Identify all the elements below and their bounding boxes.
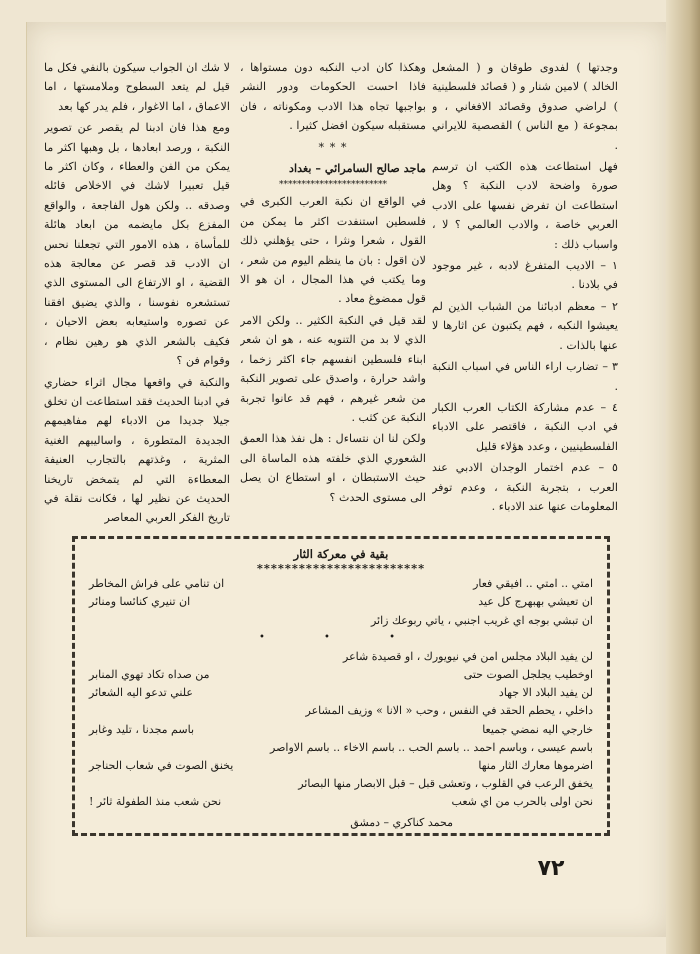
verse-first-half: ان تبشي بوجه اي غريب اجنبي ، ياتي ربوعك زائر: [370, 613, 593, 627]
verse: [89, 775, 593, 793]
paragraph: ومع هذا فان ادبنا لم يقصر عن تصوير النكبة ، ورصد ابعادها ، بل وهبها اكثر ما يمكن من الفن والعطاء ، وكان اكثر ما قيل تعبيرا لاشك في الاخلاص قائله وصدقه .. ولكن هول الفاجعة ، والواقع المفزع بكل مايضمه من ابعاد هائلة للمأساة ، هذه الامور التي تجعلنا نحس ان الادب قد قصر عن معالجة هذه القضية ، او الارتفاع الى المستوى الذي تستشعره نفوسنا ، والذي يضيق افقنا عن تصوره واستيعابه بعض الاحيان ، فكيف بالشعر الذي هو رهين نظام ، وقوام فن ؟: [44, 121, 230, 368]
column-right: [432, 58, 618, 528]
verse: [89, 575, 593, 593]
verse: [89, 739, 593, 757]
verse: [89, 612, 593, 630]
verse-second-half: نحن شعب منذ الطفولة ثائر !: [89, 795, 222, 809]
paragraph: ٣ – تضارب اراء الناس في اسباب النكبة .: [432, 360, 618, 393]
verse-first-half: اضرموها معارك الثار منها: [478, 759, 593, 773]
verse: [89, 684, 593, 702]
verse: [89, 793, 593, 811]
verse-first-half: باسم عيسى ، وباسم احمد .. باسم الحب .. باسم الاخاء .. باسم الاواصر: [270, 740, 593, 754]
paragraph: لا شك ان الجواب سيكون بالنفي فكل ما قيل لم يتعد السطوح وملامستها ، اما الاعماق ، اما الاغوار ، فلم يدر كها بعد: [44, 61, 230, 113]
verse-first-half: لن يفيد البلاد الا جهاد: [498, 686, 593, 700]
paragraph: وجدتها ) لفدوى طوقان و ( المشعل الخالد ) لامين شنار و ( قصائد فلسطينية ) لراضي صدوق وقصائد الافغاني ، و بمجوعة ( مع الناس ) القصصية للايراني .: [432, 61, 618, 152]
stanza-divider: • • •: [258, 631, 424, 643]
verse-first-half: ان تعيشي بهبهرج كل عيد: [478, 595, 593, 609]
verse-first-half: داخلي ، يحطم الحقد في النفس ، وحب « الانا » وزيف المشاعر: [305, 704, 593, 718]
verse: [89, 721, 593, 739]
verse-first-half: لن يفيد البلاد مجلس امن في نيويورك ، او قصيدة شاعر: [343, 649, 593, 663]
column-middle: [240, 58, 426, 528]
verse-first-half: يخفق الرعب في القلوب ، وتعشى قبل – قبل الابصار منها البصائر: [298, 777, 593, 791]
author-byline: [240, 159, 426, 178]
section-divider: * * *: [318, 140, 348, 154]
paragraph: ١ – الاديب المتفرغ لادبه ، غير موجود في بلادنا .: [432, 259, 618, 292]
author-name: ماجد صالح السامرائي – بغداد: [289, 161, 426, 176]
verse-first-half: خارجي اليه نمضي جميعا: [482, 722, 593, 736]
column-left: [44, 58, 230, 528]
paragraph: فهل استطاعت هذه الكتب ان ترسم صورة واضحة لادب النكبة ؟ وهل استطاعت ان تفرض نفسها على الادب العربي خاصة ، والادب العالمي ؟ لا ، واسباب ذلك :: [432, 160, 618, 251]
verse-second-half: من صداه تكاد تهوي المنابر: [89, 668, 210, 682]
paragraph: وهكذا كان ادب النكبه دون مستواها ، فاذا احست الحكومات ودور النشر بواجبها تجاه هذا الادب ومكوناته ، فان مستقبله سيكون افضل كثيرا .: [240, 61, 426, 133]
poem-title-underline: ************************: [256, 561, 426, 576]
poet-signature: محمد كناكري – دمشق: [350, 815, 453, 829]
verse: [89, 757, 593, 775]
book-spine: [666, 0, 700, 954]
poem-title: [89, 545, 593, 576]
verse-second-half: يخنق الصوت في شعاب الحناجر: [89, 759, 234, 773]
verse-second-half: باسم مجدنا ، تليد وغابر: [89, 722, 195, 736]
paragraph: ٤ – عدم مشاركة الكتاب العرب الكبار في ادب النكبة ، فاقتصر على الادباء الفلسطينيين ، وعدد هؤلاء قليل: [432, 400, 618, 453]
page-number: ٧٢: [537, 856, 565, 881]
verse: [89, 666, 593, 684]
verse: [89, 648, 593, 666]
verse-second-half: ان تنيري كنائسا ومنائر: [89, 595, 191, 609]
byline-underline: ************************: [279, 180, 387, 191]
verse-second-half: ان تنامي على فراش المخاطر: [89, 577, 225, 591]
paragraph: ٥ – عدم اختمار الوجدان الادبي عند العرب ، بتجربة النكبة ، وعدم توفر المعلومات عنها عند الادباء .: [432, 461, 618, 513]
verse-first-half: اوخطيب يجلجل الصوت حتى: [463, 668, 593, 682]
paragraph: في الواقع ان نكبة العرب الكبرى في فلسطين استنفدت اكثر ما يمكن من القول ، شعرا ونثرا ، حتى يؤهلني ذلك لان اقول : بان ما ينظم اليوم من شعر ، وما يكتب في هذا المجال ، ان هو الا قول ممضوغ معاد .: [240, 195, 426, 306]
paragraph: ولكن لنا ان نتساءل : هل نفذ هذا العمق الشعوري الذي خلفته هذه الماساة الى حيث الاستبطان ، او استطاع ان يصل الى مستوى الحدث ؟: [240, 432, 426, 504]
verse-first-half: نحن اولى بالحرب من اي شعب: [451, 795, 593, 809]
verse-first-half: امتي .. امتي .. افيقي فعار: [473, 577, 593, 591]
verse: [89, 702, 593, 720]
paragraph: والنكبة في واقعها مجال اثراء حضاري في ادبنا الحديث فقد استطاعت ان تخلق جيلا جديدا من الادباء لهم مفاهيمهم الجديدة المتطورة ، واساليبهم الغنية المثرية ، وغذتهم بالتجارب العنيفة المعطاءة التي لم يتمخض تاريخنا الحديث عن نظير لها ، فكانت نقلة في تاريخ الفكر العربي المعاصر: [44, 375, 230, 525]
poem-title-text: بقية في معركة الثار: [293, 547, 389, 561]
paragraph: لقد قيل في النكبة الكثير .. ولكن الامر الذي لا بد من التنويه عنه ، هو ان شعر ابناء فلسطين انفسهم جاء اكثر زخما ، واشد حرارة ، واصدق على تصوير النكبة من شعر غيرهم ، فهم قد عانوا تجربة النكبة عن كثب .: [240, 313, 426, 424]
paragraph: ٢ – معظم ادبائنا من الشباب الذين لم يعيشوا النكبه ، فهم يكتبون عن اثارها لا عنها بالذات .: [432, 299, 618, 352]
verse: [89, 593, 593, 611]
poem-box: [72, 536, 610, 836]
verse-second-half: علني تدعو اليه الشعائر: [89, 686, 193, 700]
